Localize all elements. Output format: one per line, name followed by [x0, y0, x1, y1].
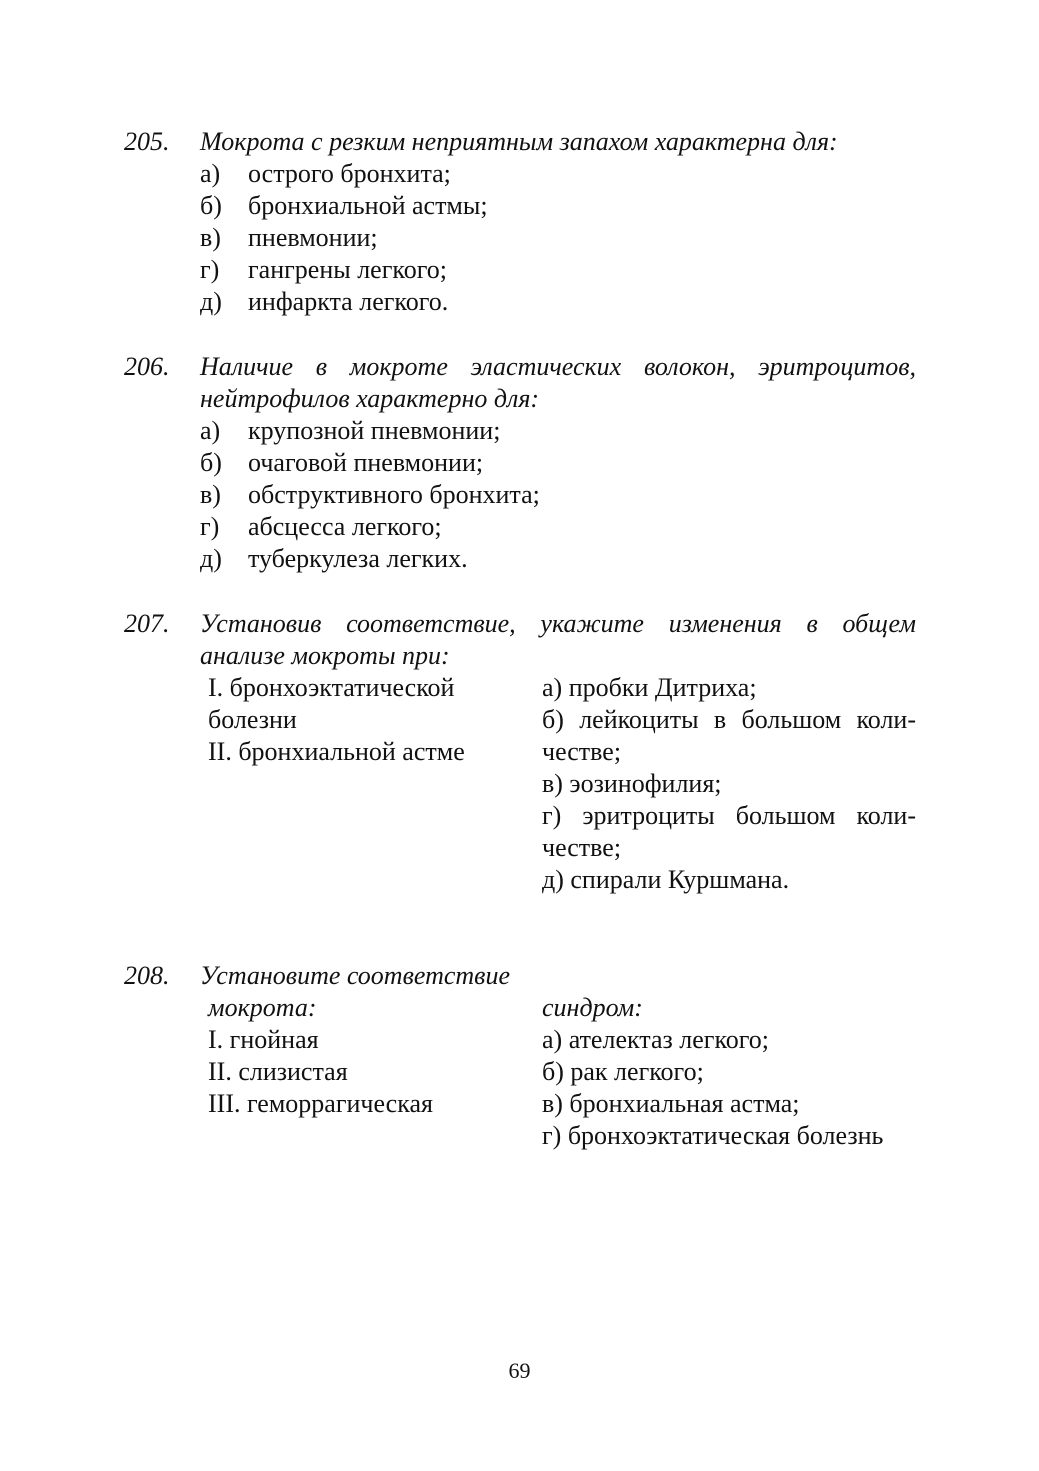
match-right-item: а) ателектаз легкого; — [542, 1025, 769, 1054]
question-number: 207. — [124, 609, 170, 638]
answer-option — [200, 415, 916, 447]
option-text: абсцесса легкого; — [248, 512, 442, 541]
match-left-column — [208, 672, 508, 768]
question-205 — [124, 126, 916, 318]
option-text: крупозной пневмонии; — [248, 416, 501, 445]
option-text: бронхиальной астмы; — [248, 191, 488, 220]
match-right-item: в) эозинофилия; — [542, 769, 722, 798]
match-left-item: II. бронхиальной астме — [208, 737, 465, 766]
answer-option — [200, 190, 916, 222]
match-left-item: III. геморрагическая — [208, 1089, 433, 1118]
match-right-item: б) рак легкого; — [542, 1057, 704, 1086]
match-left-item: I. бронхоэктатической болезни — [208, 673, 455, 734]
option-letter: д) — [200, 287, 222, 316]
option-text: острого бронхита; — [248, 159, 451, 188]
option-text: очаговой пневмонии; — [248, 448, 484, 477]
option-text: гангрены легкого; — [248, 255, 447, 284]
answer-option — [200, 511, 916, 543]
question-208 — [124, 960, 916, 1152]
matching-columns — [208, 992, 916, 1152]
answer-option — [200, 158, 916, 190]
match-right-item: д) спирали Куршмана. — [542, 865, 790, 894]
question-stem: Установите соответствие — [200, 961, 510, 990]
match-left-item: I. гнойная — [208, 1025, 319, 1054]
question-number: 208. — [124, 961, 170, 990]
answer-option — [200, 543, 916, 575]
option-text: обструктивного бронхита; — [248, 480, 540, 509]
option-letter: а) — [200, 416, 221, 445]
match-right-item: б) лейкоциты в большом коли-честве; — [542, 705, 916, 766]
option-text: пневмонии; — [248, 223, 378, 252]
answer-option — [200, 254, 916, 286]
question-number: 206. — [124, 352, 170, 381]
option-letter: б) — [200, 448, 222, 477]
match-right-header: синдром: — [542, 993, 643, 1022]
option-letter: г) — [200, 512, 220, 541]
match-left-item: II. слизистая — [208, 1057, 348, 1086]
answer-option — [200, 479, 916, 511]
option-text: инфаркта легкого. — [248, 287, 449, 316]
match-right-item: а) пробки Дитриха; — [542, 673, 757, 702]
match-right-column — [542, 672, 916, 896]
matching-columns — [208, 672, 916, 928]
option-letter: а) — [200, 159, 221, 188]
option-letter: б) — [200, 191, 222, 220]
question-stem: Мокрота с резким неприятным запахом характерна для: — [200, 127, 838, 156]
option-letter: д) — [200, 544, 222, 573]
match-right-item: г) эритроциты большом коли-честве; — [542, 801, 916, 862]
question-207 — [124, 608, 916, 928]
option-letter: в) — [200, 223, 221, 252]
question-stem: Наличие в мокроте эластических волокон, эритроцитов, нейтрофилов характерно для: — [200, 352, 916, 413]
question-number: 205. — [124, 127, 170, 156]
match-left-header: мокрота: — [208, 993, 317, 1022]
page-number: 69 — [508, 1358, 531, 1383]
question-206 — [124, 351, 916, 575]
option-letter: в) — [200, 480, 221, 509]
question-stem: Установив соответствие, укажите изменения в общем анализе мокроты при: — [200, 609, 916, 670]
match-right-column — [542, 992, 916, 1152]
match-right-item: г) бронхоэктатическая болезнь — [542, 1121, 884, 1150]
answer-option — [200, 447, 916, 479]
match-left-column — [208, 992, 508, 1120]
answer-option — [200, 222, 916, 254]
option-text: туберкулеза легких. — [248, 544, 468, 573]
option-letter: г) — [200, 255, 220, 284]
answer-option — [200, 286, 916, 318]
match-right-item: в) бронхиальная астма; — [542, 1089, 800, 1118]
